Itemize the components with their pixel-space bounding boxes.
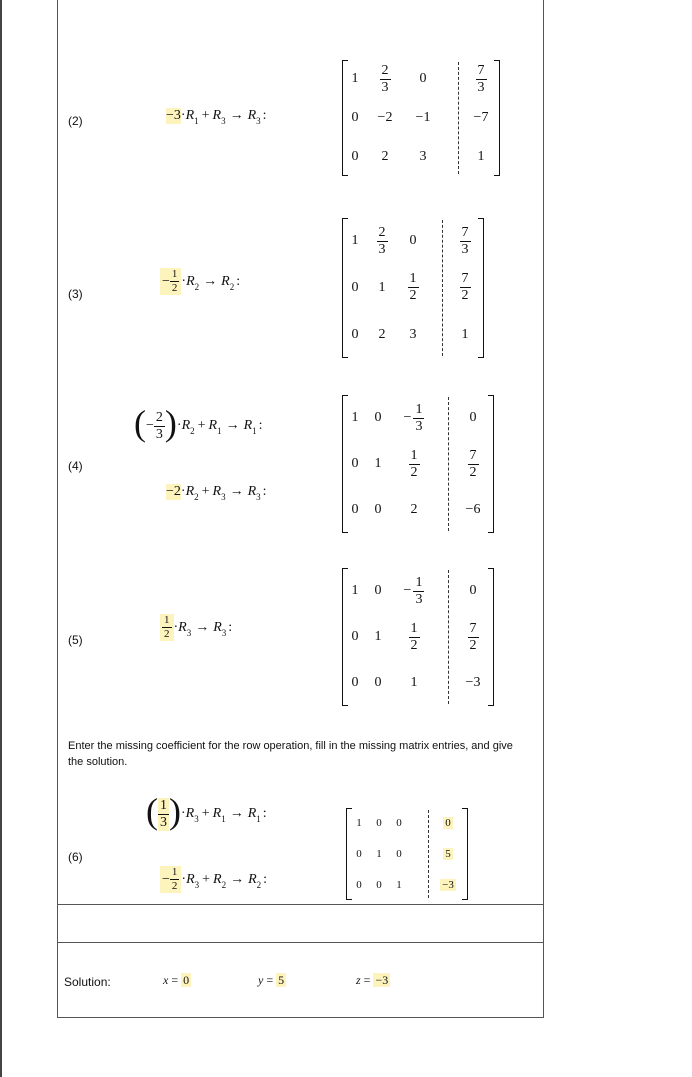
equals: = — [171, 973, 179, 987]
row-operation — [160, 614, 232, 641]
matrix-entry: 0 — [419, 71, 427, 87]
fraction — [409, 621, 420, 654]
matrix-entry-input[interactable]: −3 — [442, 878, 454, 891]
matrix-entry: 1 — [378, 279, 386, 295]
matrix-entry: 1 — [376, 847, 382, 860]
denominator: 2 — [410, 637, 418, 653]
y-var: y — [258, 973, 264, 987]
solution-z — [356, 973, 390, 988]
row-sub: 1 — [217, 426, 222, 436]
augment-divider — [442, 220, 443, 356]
equals: = — [266, 973, 274, 987]
fraction — [408, 271, 419, 304]
numerator: 2 — [378, 224, 386, 240]
denominator: 2 — [410, 464, 418, 480]
row-var: R — [247, 806, 257, 821]
plus: + — [197, 418, 206, 433]
fraction — [380, 63, 391, 96]
row-operation — [134, 403, 263, 444]
window-left-edge — [0, 0, 2, 1077]
dot: · — [181, 871, 187, 887]
colon: : — [262, 108, 267, 123]
matrix-entry — [392, 441, 436, 487]
denominator: 3 — [477, 79, 485, 95]
matrix-entry — [466, 60, 496, 99]
row-sub: 2 — [256, 879, 262, 890]
matrix-entry: 0 — [356, 847, 362, 860]
numerator: 1 — [160, 797, 167, 813]
arrow: → — [195, 619, 210, 635]
row-sub: 2 — [229, 281, 235, 292]
matrix-entry: 2 — [410, 502, 418, 517]
matrix-entry: 1 — [356, 817, 362, 830]
augment-divider — [448, 570, 449, 704]
matrix-entry — [374, 60, 396, 99]
denominator: 2 — [164, 628, 170, 640]
numerator: 7 — [461, 224, 469, 240]
minus-sign: − — [403, 583, 412, 598]
matrix-entry: 1 — [351, 410, 359, 425]
matrix-entry: 1 — [477, 148, 485, 164]
row-var: R — [212, 806, 222, 821]
fraction — [158, 798, 169, 831]
coefficient-input[interactable] — [158, 798, 169, 831]
matrix-entry: 1 — [461, 326, 469, 342]
equals: = — [363, 973, 371, 987]
matrix-entry: 0 — [351, 456, 359, 471]
denominator: 3 — [381, 79, 389, 95]
row-var: R — [181, 418, 191, 433]
dot: · — [181, 806, 186, 821]
numerator: 2 — [381, 62, 389, 78]
denominator: 2 — [409, 288, 417, 304]
matrix-entry — [392, 614, 436, 660]
plus: + — [201, 806, 210, 821]
matrix-entry: 0 — [351, 279, 359, 295]
step-number: (4) — [68, 459, 83, 473]
matrix-entry — [456, 614, 490, 660]
denominator: 2 — [171, 880, 178, 892]
arrow: → — [229, 806, 244, 821]
minus-sign: − — [146, 418, 154, 433]
colon: : — [258, 418, 263, 433]
matrix-entry: −3 — [465, 675, 481, 690]
numerator: 1 — [171, 268, 178, 280]
numerator: 1 — [164, 614, 170, 626]
instructions-text: Enter the missing coefficient for the row operation, fill in the missing matrix entries, and give the solution. — [68, 740, 513, 768]
y-input[interactable]: 5 — [278, 973, 285, 987]
fraction — [468, 621, 479, 654]
row-operation — [166, 108, 267, 124]
fraction — [413, 402, 424, 435]
numerator: 2 — [155, 409, 163, 425]
matrix-entry: −6 — [465, 502, 481, 517]
matrix-entry: −1 — [415, 109, 431, 125]
left-paren: ( — [146, 791, 158, 831]
row-sub: 1 — [256, 814, 261, 824]
matrix-entry[interactable] — [436, 839, 460, 870]
fraction — [170, 866, 180, 893]
augmented-matrix — [342, 60, 500, 176]
divider — [57, 942, 544, 943]
step-number: (5) — [68, 633, 83, 647]
row-var: R — [213, 619, 222, 635]
colon: : — [236, 273, 241, 289]
minus-sign: − — [162, 871, 170, 887]
denominator: 2 — [461, 288, 469, 304]
step-number: (6) — [68, 850, 83, 864]
solution-x — [163, 973, 191, 988]
dot: · — [173, 619, 179, 635]
numerator: 1 — [410, 447, 418, 463]
numerator: 7 — [477, 62, 485, 78]
row-sub: 3 — [256, 492, 261, 502]
colon: : — [262, 484, 267, 499]
solution-label: Solution: — [64, 975, 111, 989]
numerator: 1 — [409, 271, 417, 287]
matrix-entry — [372, 218, 392, 265]
row-sub: 3 — [221, 492, 226, 502]
row-var: R — [186, 871, 195, 887]
fraction — [170, 268, 180, 295]
coefficient — [146, 410, 165, 443]
row-operation — [166, 484, 267, 500]
plus: + — [201, 108, 210, 123]
dot: · — [180, 484, 186, 499]
matrix-entry: 0 — [351, 109, 359, 125]
augmented-matrix — [346, 808, 468, 900]
matrix-entry — [450, 265, 480, 312]
right-paren: ) — [169, 791, 181, 831]
z-var: z — [356, 973, 361, 987]
matrix-entry: 0 — [351, 502, 359, 517]
plus: + — [202, 871, 211, 887]
divider — [57, 904, 544, 905]
numerator: 7 — [469, 447, 477, 463]
matrix-entry: 0 — [356, 878, 362, 891]
arrow: → — [229, 484, 244, 499]
row-sub: 2 — [221, 879, 227, 890]
right-bracket — [462, 808, 468, 900]
matrix-entry: 2 — [378, 326, 386, 342]
matrix-entry: 3 — [419, 148, 427, 164]
row-sub: 3 — [194, 879, 200, 890]
row-var: R — [212, 108, 222, 123]
arrow: → — [229, 108, 244, 123]
fraction — [460, 271, 471, 304]
row-sub: 1 — [194, 116, 199, 126]
row-var: R — [221, 273, 230, 289]
row-sub: 1 — [252, 426, 257, 436]
coefficient-input[interactable]: −3 — [166, 108, 181, 123]
denominator: 3 — [415, 418, 423, 434]
matrix-entry: 1 — [410, 675, 418, 690]
row-var: R — [247, 108, 257, 123]
row-sub: 3 — [256, 116, 261, 126]
row-var: R — [185, 108, 195, 123]
denominator: 3 — [155, 426, 163, 442]
numerator: 1 — [415, 574, 423, 590]
row-var: R — [185, 484, 195, 499]
matrix-entry: 0 — [351, 675, 359, 690]
matrix-entry — [450, 218, 480, 265]
dot: · — [176, 418, 182, 433]
fraction — [476, 63, 487, 96]
matrix-entry: 0 — [351, 629, 359, 644]
row-sub: 3 — [221, 116, 226, 126]
row-sub: 1 — [221, 814, 226, 824]
matrix-entry: 1 — [374, 629, 382, 644]
denominator: 3 — [461, 241, 469, 257]
row-operation — [160, 268, 240, 295]
row-var: R — [186, 273, 195, 289]
row-operation — [146, 791, 267, 832]
dot: · — [180, 108, 186, 123]
denominator: 3 — [160, 814, 167, 830]
row-var: R — [247, 484, 257, 499]
row-operation — [160, 866, 267, 893]
matrix-entry: 1 — [374, 456, 382, 471]
numerator: 7 — [469, 620, 477, 636]
colon: : — [263, 871, 268, 887]
matrix-entry: 0 — [396, 847, 402, 860]
matrix-entry: 0 — [396, 817, 402, 830]
augment-divider — [428, 810, 429, 898]
matrix-entry: 0 — [376, 878, 382, 891]
matrix-entry: 0 — [374, 583, 382, 598]
matrix-entry: 1 — [351, 233, 359, 249]
row-var: R — [243, 418, 253, 433]
z-input[interactable]: −3 — [375, 973, 389, 987]
left-paren: ( — [134, 403, 146, 443]
row-var: R — [208, 418, 218, 433]
right-paren: ) — [164, 403, 177, 443]
denominator: 2 — [469, 464, 477, 480]
matrix-entry: 0 — [469, 583, 477, 598]
matrix-entry-input[interactable]: 5 — [445, 847, 451, 860]
row-sub: 3 — [186, 627, 192, 638]
augment-divider — [458, 62, 459, 174]
denominator: 2 — [469, 637, 477, 653]
fraction — [162, 614, 172, 641]
coefficient-input[interactable]: −2 — [166, 484, 181, 499]
augment-divider — [448, 397, 449, 531]
x-input[interactable]: 0 — [183, 973, 190, 987]
matrix-entry: 1 — [396, 878, 402, 891]
matrix-entry: 2 — [381, 148, 389, 164]
denominator: 3 — [415, 591, 423, 607]
denominator: 2 — [171, 282, 178, 294]
matrix-entry: −7 — [473, 109, 489, 125]
dot: · — [181, 273, 187, 289]
arrow: → — [225, 418, 240, 433]
colon: : — [228, 619, 233, 635]
numerator: 1 — [171, 866, 178, 878]
matrix-entry: 0 — [374, 502, 382, 517]
row-var: R — [212, 484, 222, 499]
solution-y — [258, 973, 286, 988]
matrix-entry: 0 — [374, 410, 382, 425]
matrix-entry: 1 — [351, 71, 359, 87]
matrix-entry[interactable] — [436, 869, 460, 900]
arrow: → — [230, 871, 245, 887]
coefficient-input[interactable] — [160, 866, 181, 893]
step-number: (2) — [68, 114, 83, 128]
row-var: R — [178, 619, 187, 635]
row-sub: 3 — [221, 627, 227, 638]
matrix-entry — [456, 441, 490, 487]
matrix-entry — [392, 395, 436, 441]
matrix-entry: 0 — [351, 148, 359, 164]
row-sub: 2 — [190, 426, 195, 436]
numerator: 7 — [461, 271, 469, 287]
coefficient-input[interactable] — [160, 614, 174, 641]
arrow: → — [203, 273, 218, 289]
matrix-entry: 1 — [351, 583, 359, 598]
matrix-entry — [398, 265, 428, 312]
fraction — [468, 448, 479, 481]
augmented-matrix — [342, 218, 484, 358]
minus-sign: − — [403, 410, 412, 425]
fraction — [377, 225, 388, 258]
matrix-entry: 0 — [376, 817, 382, 830]
row-var: R — [213, 871, 222, 887]
matrix-entry: 3 — [409, 326, 417, 342]
matrix-entry[interactable] — [436, 808, 460, 839]
row-var: R — [185, 806, 195, 821]
augmented-matrix — [342, 568, 494, 706]
matrix-entry-input[interactable]: 0 — [445, 817, 451, 830]
augmented-matrix — [342, 395, 494, 533]
matrix-entry: 0 — [409, 233, 417, 249]
row-sub: 2 — [194, 281, 200, 292]
numerator: 1 — [410, 620, 418, 636]
row-sub: 2 — [194, 492, 199, 502]
matrix-entry — [392, 568, 436, 614]
fraction — [460, 225, 471, 258]
matrix-entry: −2 — [377, 109, 393, 125]
fraction — [154, 410, 165, 443]
x-var: x — [163, 973, 169, 987]
step-number: (3) — [68, 287, 83, 301]
matrix-entry: 0 — [351, 326, 359, 342]
colon: : — [262, 806, 267, 821]
minus-sign: − — [162, 273, 170, 289]
fraction — [413, 575, 424, 608]
denominator: 3 — [378, 241, 386, 257]
coefficient-input[interactable] — [160, 268, 181, 295]
fraction — [409, 448, 420, 481]
row-var: R — [248, 871, 257, 887]
numerator: 1 — [415, 401, 423, 417]
matrix-entry: 0 — [469, 410, 477, 425]
plus: + — [201, 484, 210, 499]
matrix-entry: 0 — [374, 675, 382, 690]
row-sub: 3 — [194, 814, 199, 824]
